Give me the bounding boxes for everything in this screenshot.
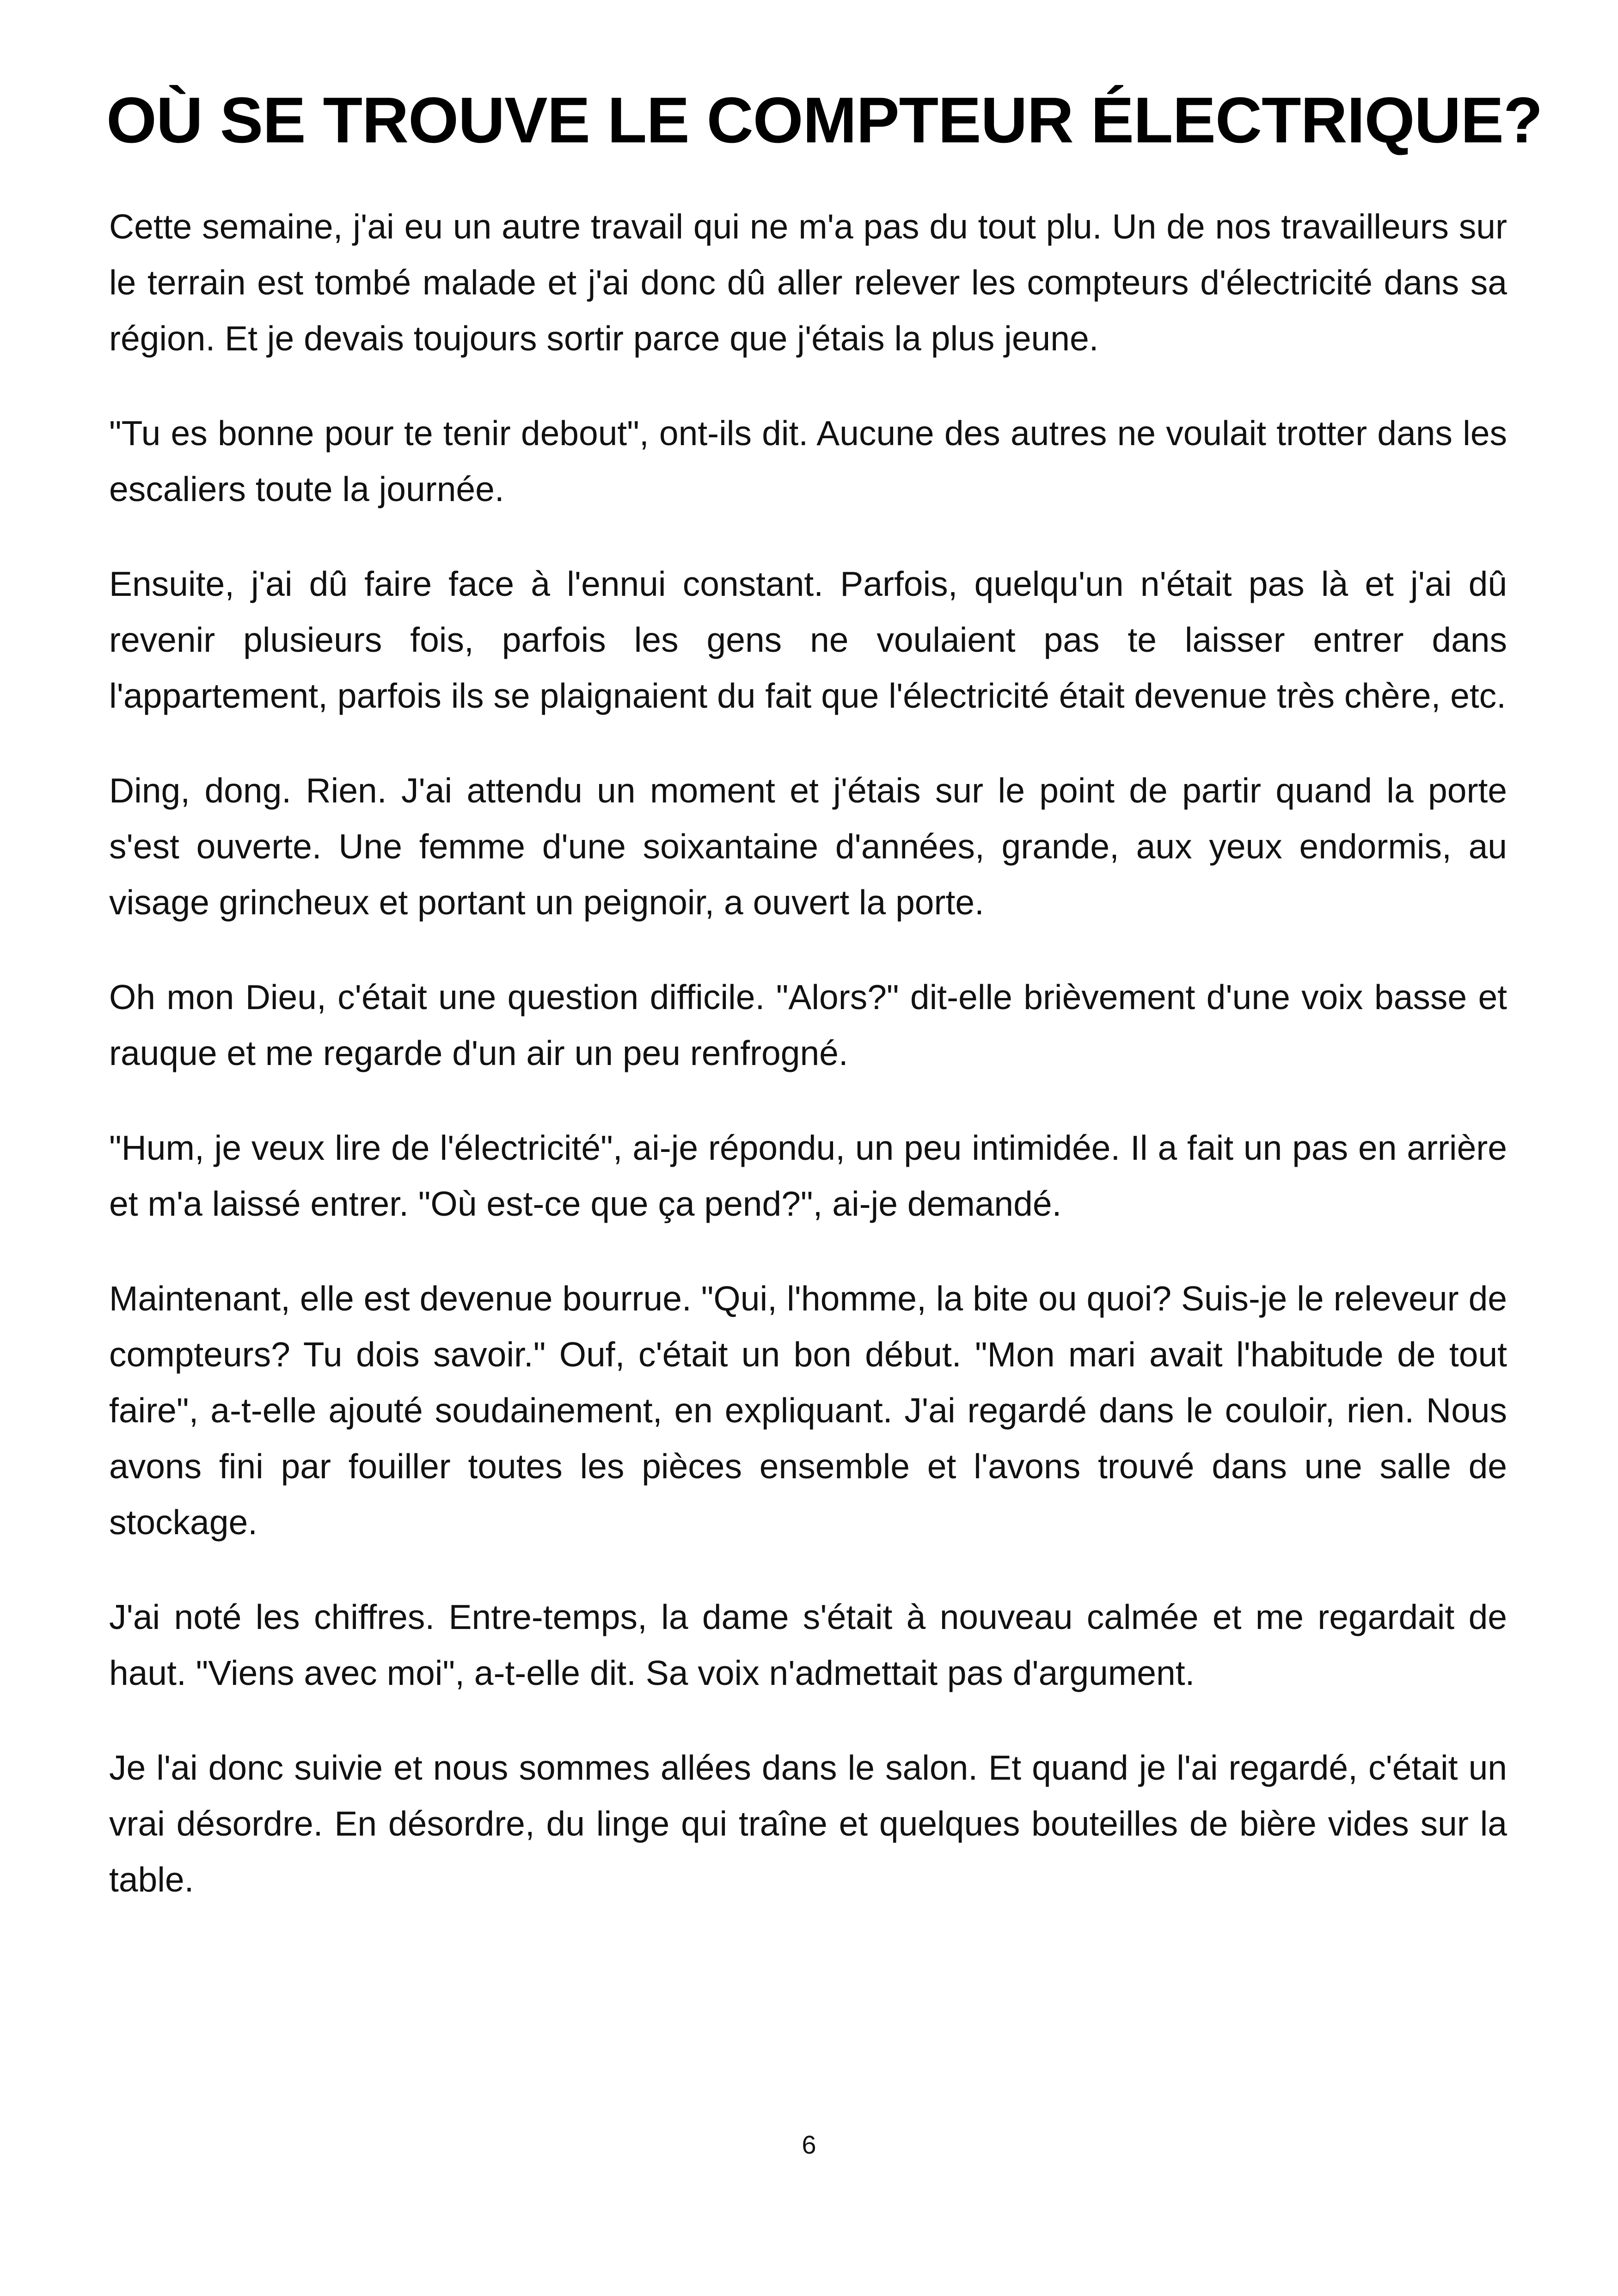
paragraph-8: J'ai noté les chiffres. Entre-temps, la dame s'était à nouveau calmée et me regardait de haut. "Viens avec moi", a-t-elle dit. Sa voix n'admettait pas d'argument. (109, 1598, 1507, 1692)
paragraph-4: Ding, dong. Rien. J'ai attendu un moment et j'étais sur le point de partir quand la porte s'est ouverte. Une femme d'une soixantaine d'années, grande, aux yeux endormis, au visage grincheux et portant un peignoir, a ouvert la porte. (109, 771, 1507, 922)
body-text (109, 199, 1507, 1947)
paragraph-7: Maintenant, elle est devenue bourrue. "Qui, l'homme, la bite ou quoi? Suis-je le releveur de compteurs? Tu dois savoir." Ouf, c'était un bon début. "Mon mari avait l'habitude de tout faire", a-t-elle ajouté soudainement, en expliquant. J'ai regardé dans le couloir, rien. Nous avons fini par fouiller toutes les pièces ensemble et l'avons trouvé dans une salle de stockage. (109, 1279, 1507, 1542)
page-number: 6 (802, 2130, 816, 2159)
paragraph-9: Je l'ai donc suivie et nous sommes allées dans le salon. Et quand je l'ai regardé, c'était un vrai désordre. En désordre, du linge qui traîne et quelques bouteilles de bière vides sur la table. (109, 1748, 1507, 1899)
page-title: OÙ SE TROUVE LE COMPTEUR ÉLECTRIQUE? (106, 84, 1543, 156)
paragraph-1: Cette semaine, j'ai eu un autre travail qui ne m'a pas du tout plu. Un de nos travailleurs sur le terrain est tombé malade et j'ai donc dû aller relever les compteurs d'électricité dans sa région. Et je devais toujours sortir parce que j'étais la plus jeune. (109, 207, 1507, 358)
paragraph-3: Ensuite, j'ai dû faire face à l'ennui constant. Parfois, quelqu'un n'était pas là et j'ai dû revenir plusieurs fois, parfois les gens ne voulaient pas te laisser entrer dans l'appartement, parfois ils se plaignaient du fait que l'électricité était devenue très chère, etc. (109, 564, 1507, 715)
paragraph-6: "Hum, je veux lire de l'électricité", ai-je répondu, un peu intimidée. Il a fait un pas en arrière et m'a laissé entrer. "Où est-ce que ça pend?", ai-je demandé. (109, 1128, 1507, 1223)
paragraph-5: Oh mon Dieu, c'était une question difficile. "Alors?" dit-elle brièvement d'une voix basse et rauque et me regarde d'un air un peu renfrogné. (109, 978, 1507, 1072)
paragraph-2: "Tu es bonne pour te tenir debout", ont-ils dit. Aucune des autres ne voulait trotter dans les escaliers toute la journée. (109, 414, 1507, 508)
